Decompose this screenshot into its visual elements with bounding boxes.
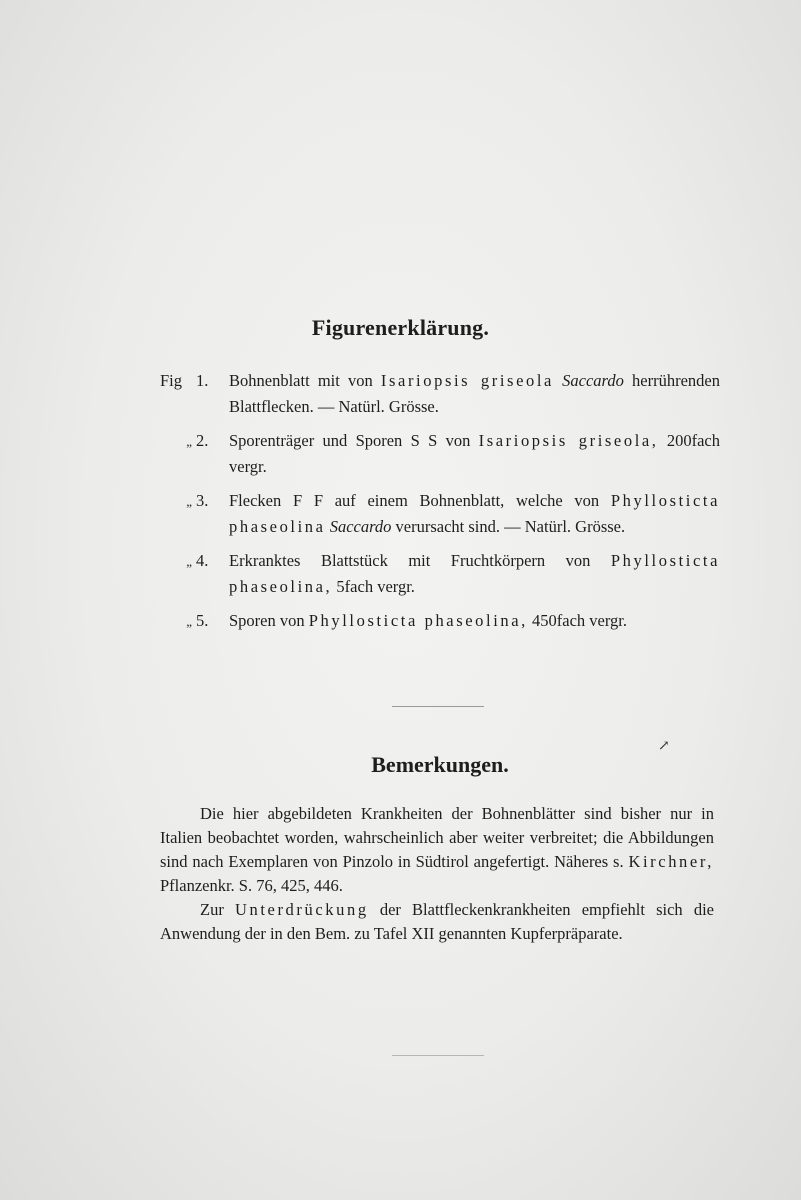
figure-number bbox=[160, 488, 222, 515]
figure-description bbox=[229, 428, 720, 480]
stray-mark: ↗ bbox=[658, 739, 670, 754]
figure-prefix: „ bbox=[186, 554, 192, 569]
section-divider bbox=[392, 706, 484, 707]
text-run: Erkranktes Blattstück mit Fruchtkörpern von bbox=[229, 551, 611, 570]
figure-description bbox=[229, 368, 720, 420]
text-run: Die hier abgebildeten Krankheiten der Bohnenblätter sind bisher nur in Italien beobachtet worden, wahrscheinlich aber weiter verbreitet; die Abbildungen sind nach Exemplaren von Pinzolo in Südtirol angefertigt. Näheres s. bbox=[160, 804, 714, 871]
text-run: 450fach vergr. bbox=[527, 611, 628, 630]
spaced-species-name: Isariopsis griseola, bbox=[478, 431, 659, 450]
figure-explanation-heading: Figurenerklärung. bbox=[311, 315, 490, 340]
figure-description bbox=[229, 548, 720, 600]
figure-description bbox=[229, 608, 720, 634]
figure-number bbox=[160, 428, 222, 455]
text-run: Flecken F F auf einem Bohnenblatt, welche von bbox=[229, 491, 611, 510]
text-run: Sporenträger und Sporen S S von bbox=[229, 431, 479, 450]
figure-legend-item bbox=[160, 368, 720, 420]
author-name: Saccardo bbox=[329, 517, 392, 536]
remarks-paragraph bbox=[160, 898, 714, 946]
figure-number-value: 1. bbox=[196, 371, 209, 390]
text-run: 200fach vergr. bbox=[229, 431, 720, 476]
figure-legend-item bbox=[160, 548, 720, 600]
figure-prefix: „ bbox=[186, 614, 192, 629]
figure-prefix: „ bbox=[186, 434, 192, 449]
remarks-heading: Bemerkungen. bbox=[371, 752, 509, 777]
figure-prefix: Fig bbox=[160, 371, 183, 390]
author-name: Saccardo bbox=[562, 371, 624, 390]
figure-legend-item bbox=[160, 488, 720, 540]
spaced-species-name: Phyllosticta phaseolina, bbox=[229, 551, 720, 596]
text-run: Zur bbox=[200, 900, 235, 919]
text-run: 5fach vergr. bbox=[332, 577, 415, 596]
figure-number bbox=[160, 608, 222, 635]
figure-number bbox=[160, 368, 222, 394]
spaced-species-name: Unterdrückung bbox=[234, 900, 369, 919]
text-run: herrührenden Blattflecken. — Natürl. Grösse. bbox=[229, 371, 720, 416]
spaced-species-name: Phyllosticta phaseolina bbox=[229, 491, 720, 536]
text-run: Sporen von bbox=[229, 611, 309, 630]
text-run bbox=[554, 371, 562, 390]
text-run: Pflanzenkr. S. 76, 425, 446. bbox=[160, 876, 343, 895]
figure-number-value: 2. bbox=[196, 431, 209, 450]
figure-legend-item bbox=[160, 608, 720, 634]
figure-number bbox=[160, 548, 222, 575]
spaced-species-name: Phyllosticta phaseolina, bbox=[308, 611, 528, 630]
text-run: verursacht sind. — Natürl. Grösse. bbox=[391, 517, 626, 536]
figure-description bbox=[229, 488, 720, 540]
text-run: Bohnenblatt mit von bbox=[229, 371, 381, 390]
spaced-species-name: Kirchner, bbox=[628, 852, 714, 871]
figure-number-value: 5. bbox=[196, 611, 209, 630]
figure-prefix: „ bbox=[186, 494, 192, 509]
remarks-body bbox=[160, 802, 714, 946]
figure-legend-item bbox=[160, 428, 720, 480]
figure-number-value: 4. bbox=[196, 551, 209, 570]
bottom-divider bbox=[392, 1055, 484, 1056]
figure-legend-list bbox=[160, 368, 720, 642]
spaced-species-name: Isariopsis griseola bbox=[380, 371, 554, 390]
text-run: der Blattfleckenkrankheiten empfiehlt sich die Anwendung der in den Bem. zu Tafel XII genannten Kupferpräparate. bbox=[160, 900, 714, 943]
remarks-paragraph bbox=[160, 802, 714, 898]
figure-number-value: 3. bbox=[196, 491, 209, 510]
